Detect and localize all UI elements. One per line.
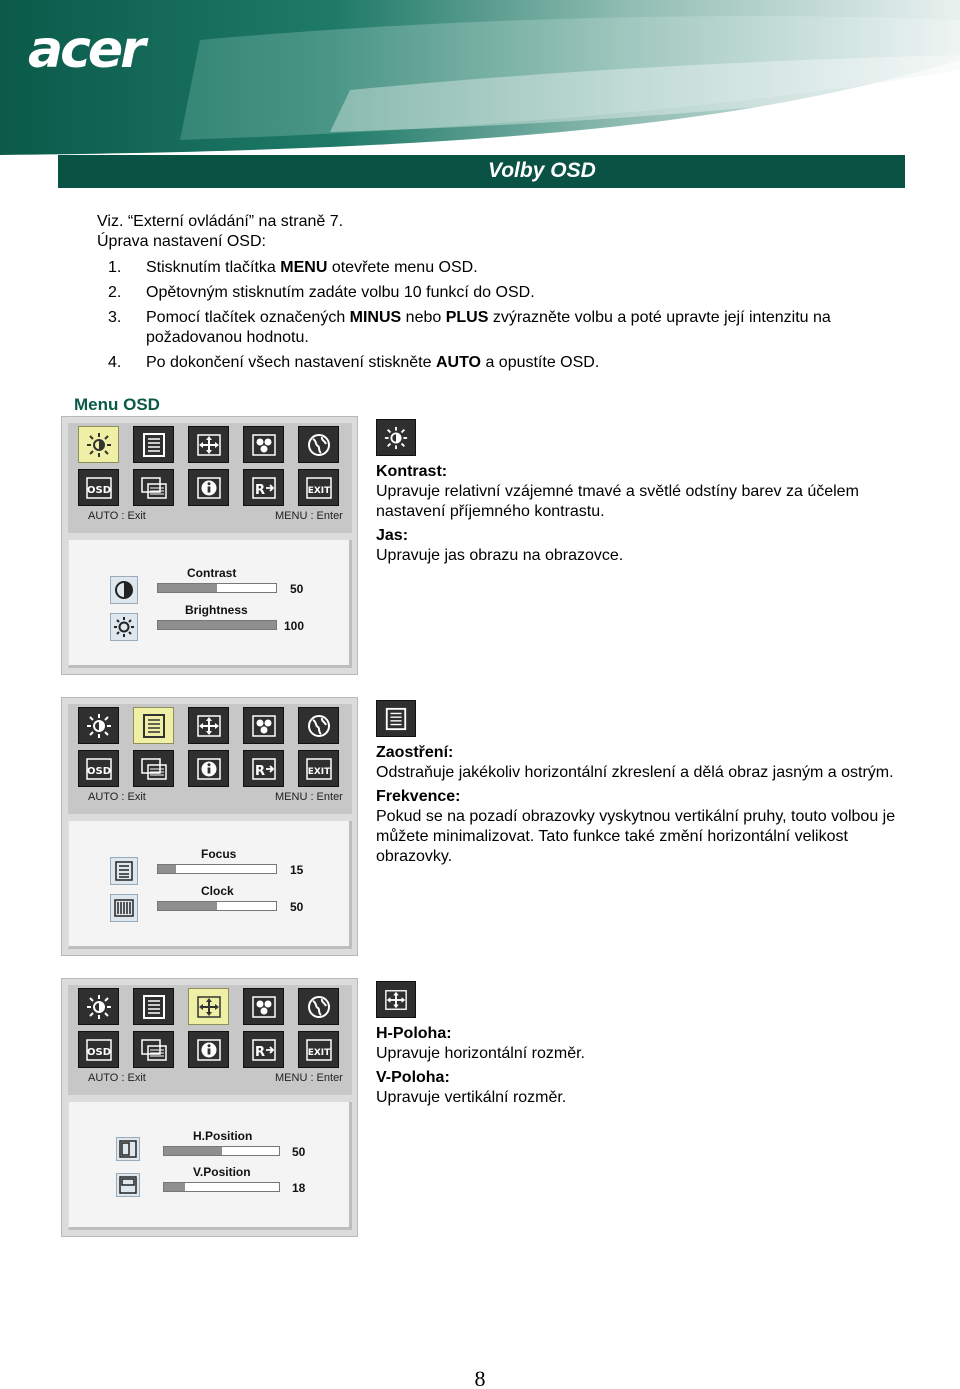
intro-line-2: Úprava nastavení OSD: [97, 233, 266, 250]
slider-label: V.Position [193, 1165, 251, 1179]
language-icon[interactable] [298, 707, 339, 744]
svg-text:R: R [254, 1044, 265, 1060]
step-item [108, 283, 898, 303]
description-text: Upravuje horizontální rozměr. [376, 1045, 585, 1062]
header-wave-graphic [0, 0, 960, 160]
focus-clock-icon[interactable] [133, 988, 174, 1025]
clock-icon [110, 894, 138, 922]
information-icon[interactable] [188, 1031, 229, 1068]
intro-line-1: Viz. “Externí ovládání” na straně 7. [97, 213, 344, 230]
value-slider[interactable] [163, 1146, 280, 1156]
description-title: Frekvence: [376, 788, 461, 805]
menu-enter-hint: MENU : Enter [275, 1072, 343, 1084]
slider-value: 50 [290, 582, 304, 596]
osd-icon[interactable] [78, 469, 119, 506]
svg-text:OSD: OSD [86, 765, 111, 777]
step-text: Pomocí tlačítek označených MINUS nebo PLUS zvýrazněte volbu a poté upravte její intenzitu na požadovanou hodnotu. [146, 309, 831, 346]
auto-exit-hint: AUTO : Exit [88, 510, 146, 522]
svg-text:OSD: OSD [86, 484, 111, 496]
osd-icon[interactable] [78, 750, 119, 787]
brightness-contrast-icon [376, 419, 416, 456]
position-icon[interactable] [188, 426, 229, 463]
svg-text:EXIT: EXIT [307, 485, 330, 496]
brightness-icon [110, 613, 138, 641]
step-text: Stisknutím tlačítka MENU otevřete menu OSD. [146, 259, 478, 276]
value-slider[interactable] [157, 620, 277, 630]
color-icon[interactable] [243, 707, 284, 744]
slider-fill [158, 865, 176, 873]
svg-text:EXIT: EXIT [307, 766, 330, 777]
information-icon[interactable] [188, 469, 229, 506]
slider-label: Focus [201, 847, 237, 861]
slider-fill [164, 1147, 222, 1155]
slider-fill [158, 902, 217, 910]
step-number: 4. [108, 354, 122, 371]
auto-config-icon[interactable] [133, 469, 174, 506]
slider-label: Clock [201, 884, 234, 898]
svg-text:R: R [254, 763, 265, 779]
slider-fill [164, 1183, 185, 1191]
menu-enter-hint: MENU : Enter [275, 791, 343, 803]
exit-icon[interactable] [298, 469, 339, 506]
h-position-icon [116, 1137, 140, 1161]
position-icon[interactable] [188, 988, 229, 1025]
v-position-icon [116, 1173, 140, 1197]
slider-value: 50 [290, 900, 304, 914]
osd-icon[interactable] [78, 1031, 119, 1068]
auto-exit-hint: AUTO : Exit [88, 1072, 146, 1084]
brightness-contrast-icon[interactable] [78, 426, 119, 463]
page-number: 8 [474, 1366, 486, 1389]
position-icon[interactable] [188, 707, 229, 744]
slider-value: 100 [284, 619, 305, 633]
focus-clock-icon[interactable] [133, 707, 174, 744]
step-number: 2. [108, 284, 122, 301]
reset-icon[interactable] [243, 469, 284, 506]
slider-fill [158, 621, 276, 629]
value-slider[interactable] [157, 864, 277, 874]
section-title-bar [58, 155, 905, 188]
focus-clock-icon[interactable] [133, 426, 174, 463]
brightness-contrast-icon[interactable] [78, 988, 119, 1025]
description-title: Kontrast: [376, 463, 448, 480]
description-title: Jas: [376, 527, 409, 544]
slider-label: Brightness [185, 603, 248, 617]
reset-icon[interactable] [243, 750, 284, 787]
svg-text:OSD: OSD [86, 1046, 111, 1058]
description-text: Upravuje vertikální rozměr. [376, 1089, 567, 1106]
slider-fill [158, 584, 217, 592]
value-slider[interactable] [157, 901, 277, 911]
menu-enter-hint: MENU : Enter [275, 510, 343, 522]
menu-osd-heading: Menu OSD [74, 395, 160, 414]
color-icon[interactable] [243, 426, 284, 463]
language-icon[interactable] [298, 426, 339, 463]
step-text: Po dokončení všech nastavení stiskněte AUTO a opustíte OSD. [146, 354, 600, 371]
contrast-icon [110, 576, 138, 604]
exit-icon[interactable] [298, 750, 339, 787]
focus-icon [110, 857, 138, 885]
position-icon [376, 981, 416, 1018]
description-title: Zaostření: [376, 744, 454, 761]
slider-label: Contrast [187, 566, 237, 580]
description-block [376, 743, 906, 871]
acer-logo: acer [28, 20, 143, 80]
color-icon[interactable] [243, 988, 284, 1025]
step-number: 3. [108, 309, 122, 326]
description-block [376, 462, 906, 570]
step-item [108, 353, 898, 373]
description-text: Upravuje jas obrazu na obrazovce. [376, 547, 624, 564]
description-title: V-Poloha: [376, 1069, 450, 1086]
step-number: 1. [108, 259, 122, 276]
exit-icon[interactable] [298, 1031, 339, 1068]
section-title: Volby OSD [488, 159, 596, 182]
language-icon[interactable] [298, 988, 339, 1025]
auto-config-icon[interactable] [133, 1031, 174, 1068]
auto-config-icon[interactable] [133, 750, 174, 787]
information-icon[interactable] [188, 750, 229, 787]
intro-text [97, 212, 897, 252]
svg-text:R: R [254, 482, 265, 498]
slider-value: 15 [290, 863, 304, 877]
slider-label: H.Position [193, 1129, 253, 1143]
description-block [376, 1024, 906, 1112]
svg-text:EXIT: EXIT [307, 1047, 330, 1058]
step-item [108, 308, 898, 348]
value-slider[interactable] [163, 1182, 280, 1192]
brightness-contrast-icon[interactable] [78, 707, 119, 744]
description-text: Odstraňuje jakékoliv horizontální zkreslení a dělá obraz jasným a ostrým. [376, 764, 894, 781]
reset-icon[interactable] [243, 1031, 284, 1068]
value-slider[interactable] [157, 583, 277, 593]
step-text: Opětovným stisknutím zadáte volbu 10 funkcí do OSD. [146, 284, 535, 301]
auto-exit-hint: AUTO : Exit [88, 791, 146, 803]
step-item [108, 258, 898, 278]
slider-value: 18 [292, 1181, 306, 1195]
description-text: Pokud se na pozadí obrazovky vyskytnou vertikální pruhy, touto volbou je můžete minimalizovat. Tato funkce také změní horizontální velikost obrazovky. [376, 808, 896, 865]
focus-clock-icon [376, 700, 416, 737]
description-title: H-Poloha: [376, 1025, 452, 1042]
description-text: Upravuje relativní vzájemné tmavé a světlé odstíny barev za účelem nastavení příjemného kontrastu. [376, 483, 859, 520]
header-banner [0, 0, 960, 160]
slider-value: 50 [292, 1145, 306, 1159]
steps-list [108, 258, 898, 378]
